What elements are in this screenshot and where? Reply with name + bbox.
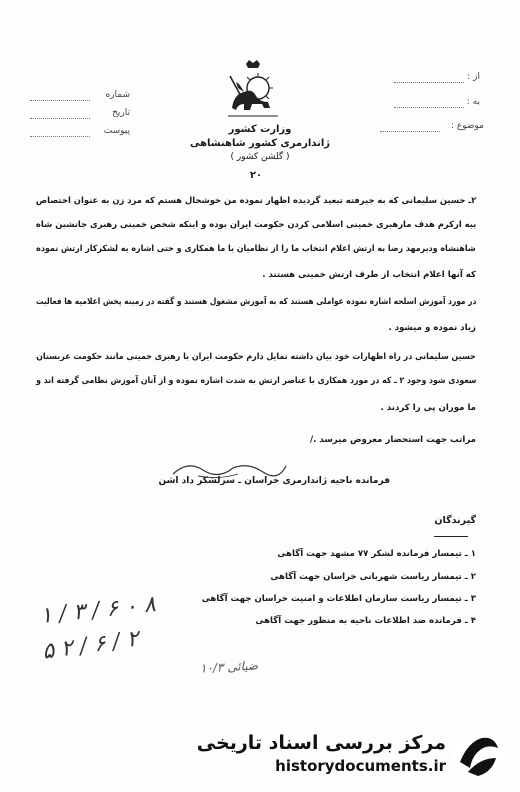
body-line: حسین سلیمانی در راه اظهارات خود بیان داشته تمایل دارم حکومت ایران با رهبری خمینی مانند حکومت عربستان xyxy=(36,352,476,362)
handwritten-initials: ضیائی ۱۰/۳ xyxy=(199,658,259,676)
subject-label: موضوع : xyxy=(450,121,484,131)
attachment-label: پیوست xyxy=(103,126,130,136)
body-line: که آنها اعلام انتخاب از طرف ارتش خمینی هستند . xyxy=(262,270,476,280)
watermark-title: مرکز بررسی اسناد تاریخی xyxy=(196,732,446,754)
from-label: از : xyxy=(467,72,480,82)
subject-dots xyxy=(380,131,440,132)
handwritten-number-note: ۱ / ۳ / ۶ ۰ ۸ xyxy=(39,592,157,629)
recipient-item: ۴ ـ فرمانده ضد اطلاعات ناحیه به منظور جهت آگاهی xyxy=(255,616,476,626)
number-dots xyxy=(30,100,90,101)
date-label: تاریخ xyxy=(112,108,130,118)
handwritten-date-note: ۵ ۲ / ۶ / ۲ xyxy=(40,626,141,665)
ministry-title: وزارت کشور xyxy=(228,124,292,135)
watermark-site: historydocuments.ir xyxy=(275,757,446,775)
to-label: به : xyxy=(466,97,480,107)
section-title: ( گلشن کشور ) xyxy=(230,152,290,162)
recipients-divider xyxy=(434,536,468,537)
body-line: زیاد نموده و میشود . xyxy=(388,323,476,333)
recipients-title: گیرندگان xyxy=(434,515,476,526)
recipient-item: ۲ ـ تیمسار ریاست شهربانی خراسان جهت آگاهی xyxy=(270,572,476,582)
recipient-item: ۳ ـ تیمسار ریاست سازمان اطلاعات و امنیت خراسان جهت آگاهی xyxy=(201,594,476,604)
body-line: سعودی شود وجود ۲ ـ که در مورد همکاری با عناصر ارتش به شدت اشاره نموده و از آنان آموزش نظامی گرفته اند و xyxy=(35,376,476,386)
body-line: در مورد آموزش اسلحه اشاره نموده عواملی هستند که به آموزش مشغول هستند و گفته در زمینه پخش اعلامیه ها فعالیت xyxy=(35,297,476,307)
body-line: مراتب جهت استحضار معروض میرسد ./ xyxy=(309,435,476,445)
archive-logo-icon xyxy=(450,728,506,784)
attachment-dots xyxy=(30,136,90,137)
from-dots xyxy=(394,82,464,83)
date-dots xyxy=(30,118,90,119)
body-line: بیه ارکرم هدف مارهبری خمینی اسلامی کردن حکومت ایران بوده و اینکه شخص خمینی رهبری جانشین شاه xyxy=(35,220,476,230)
gendarmerie-title: ژاندارمری کشور شاهنشاهی xyxy=(189,138,331,149)
recipient-item: ۱ ـ تیمسار فرمانده لشکر ۷۷ مشهد جهت آگاهی xyxy=(277,549,476,559)
number-label: شماره xyxy=(105,90,130,100)
body-line: ما موران پی را کردند . xyxy=(380,403,476,413)
body-line: ۲ـ حسین سلیمانی که به جیرفته تبعید گردیده اظهار نموده من خوشحال هستم که مرد زن به عنوان اختصاص xyxy=(35,196,476,206)
to-dots xyxy=(394,107,464,108)
lion-and-sun-emblem-icon xyxy=(222,58,284,120)
body-line: شاهنشاه ودیرمهد رضا به ارتش اعلام انتخاب ما را از نظامیان با ما همکاری و حتی اشاره به لشکرکار ارتش نموده xyxy=(36,244,476,254)
signature-line: فرمانده ناحیه ژاندارمری خراسان ـ سرلشکر داد اشن xyxy=(158,476,390,486)
document-number: ۲۰ xyxy=(249,170,263,181)
